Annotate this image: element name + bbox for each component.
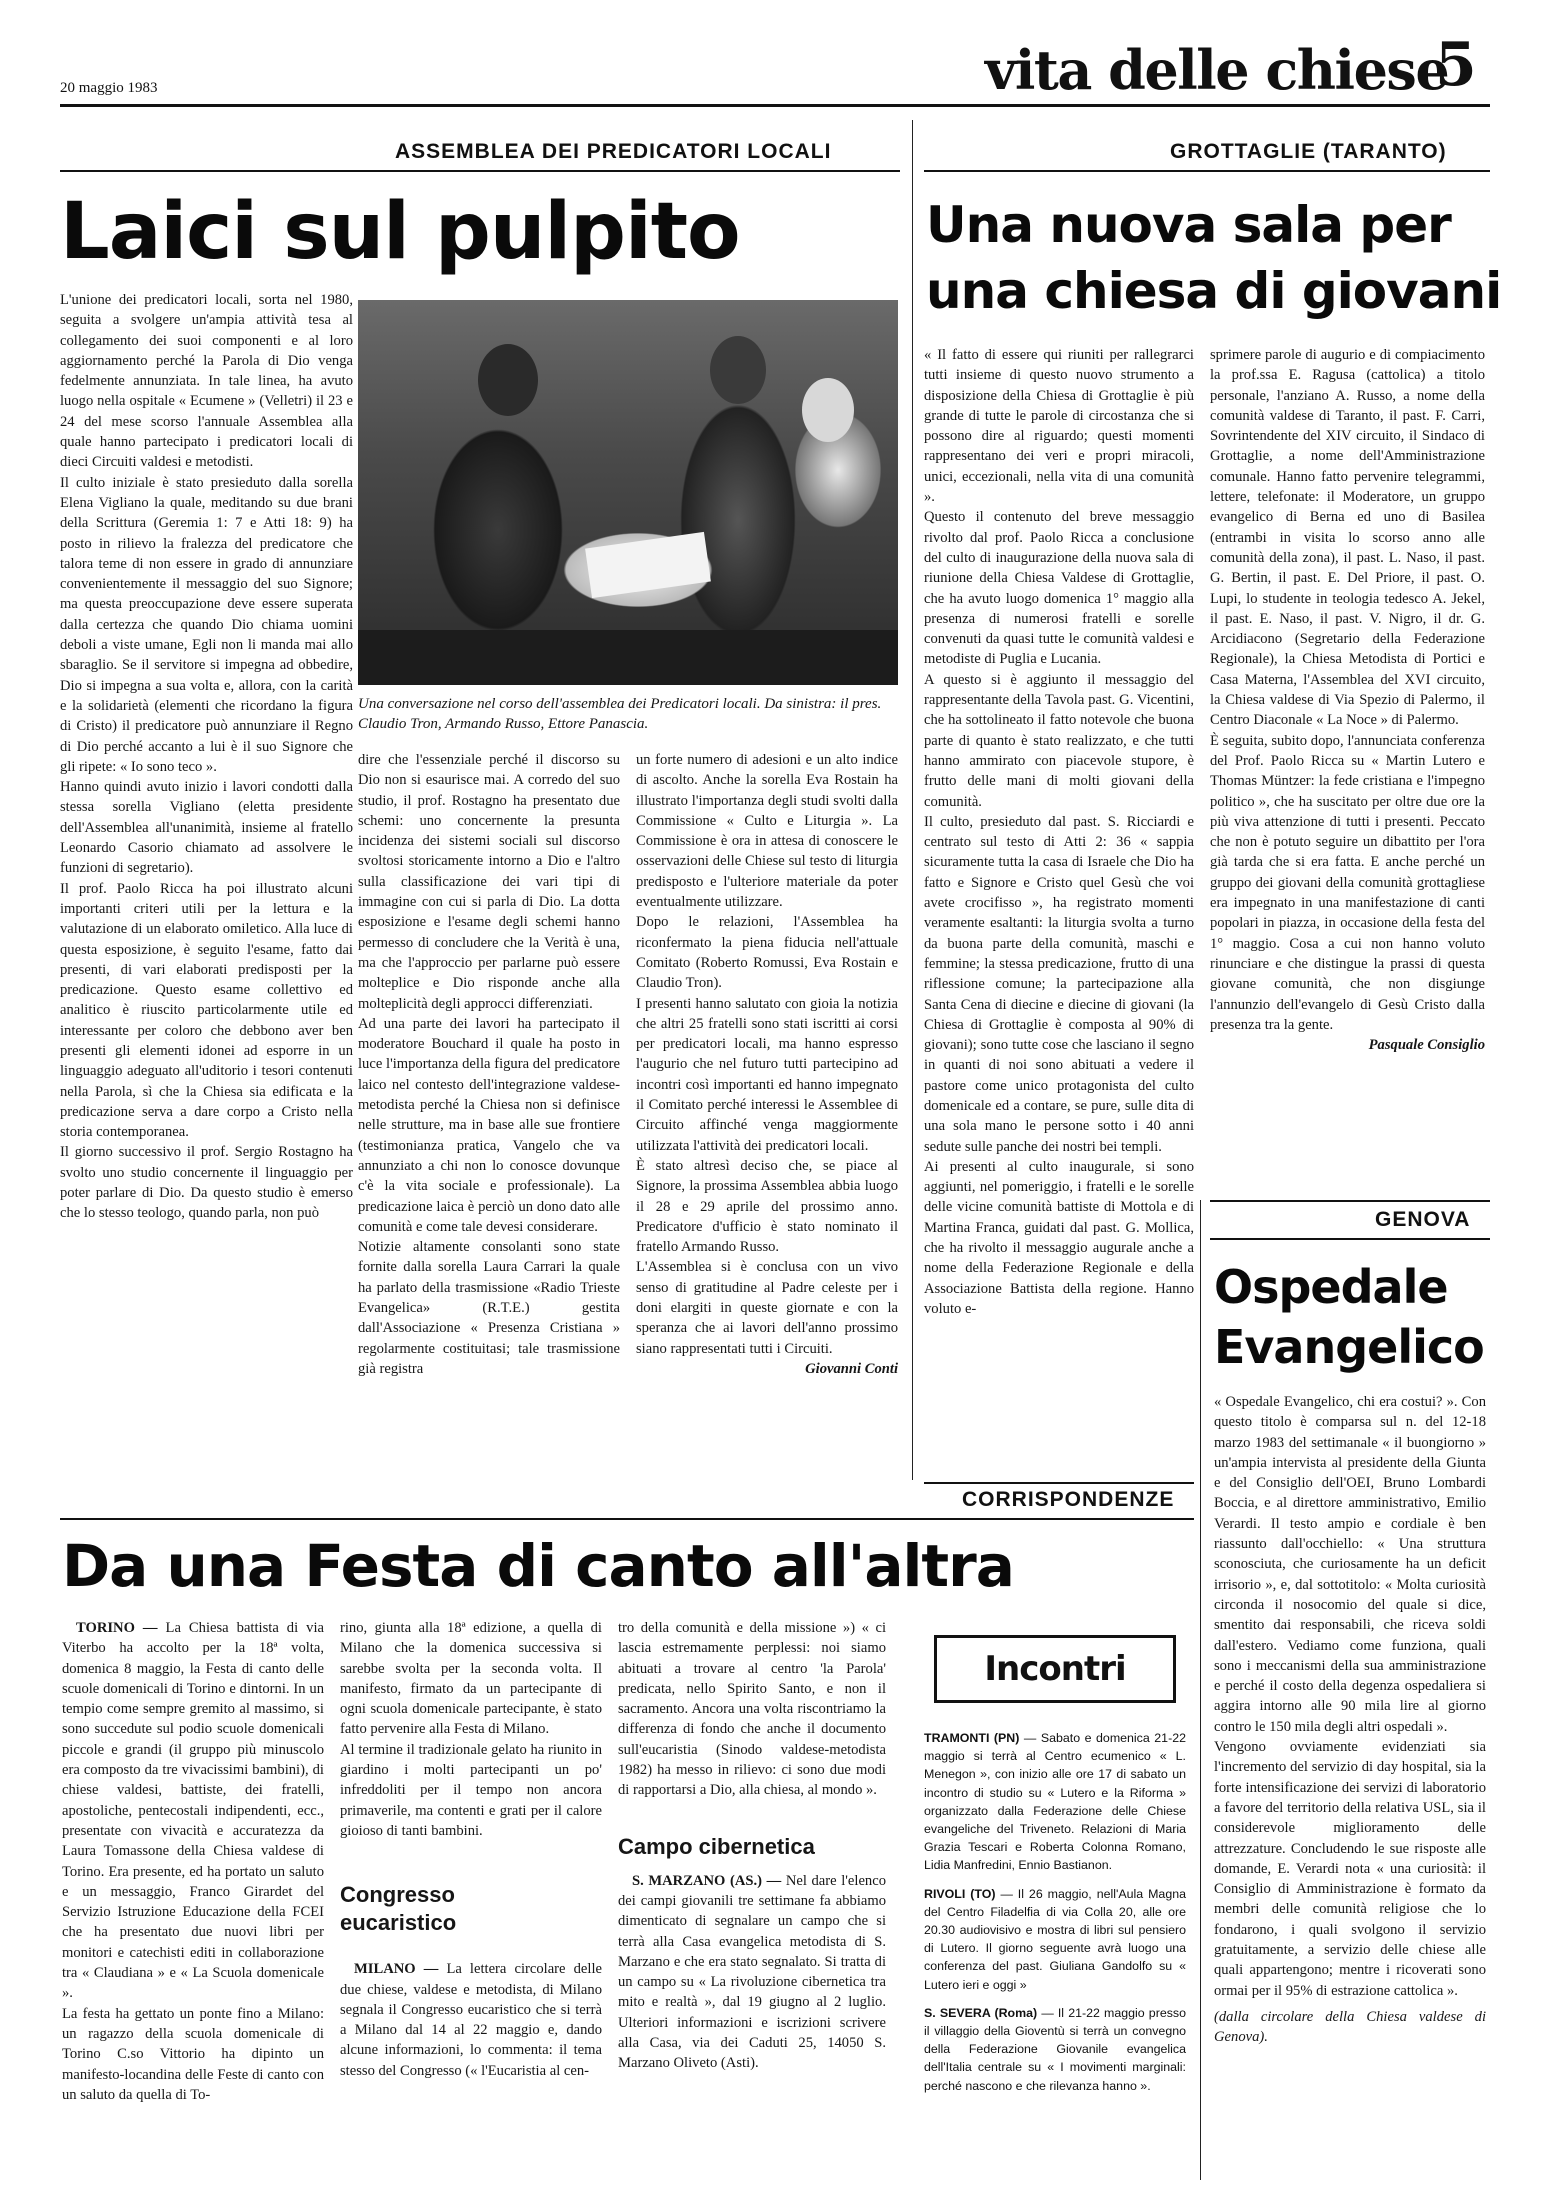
section-title: vita delle chiese xyxy=(985,38,1449,102)
incontri-title-box xyxy=(934,1635,1176,1703)
genova-rule-top xyxy=(1210,1200,1490,1202)
incontri-place: TRAMONTI (PN) xyxy=(924,1731,1020,1745)
congresso-text: La lettera circolare delle due chiese, valdese e metodista, di Milano segnala il Congresso eucaristico che si terrà a Milano dal 14 al 22 maggio e, dando alcune informazioni, lo commenta: il tema stesso del Congresso (« l'Eucaristia al cen- xyxy=(340,1961,602,2079)
laici-col3-text: un forte numero di adesioni e un alto indice di ascolto. Anche la sorella Eva Rostain ha illustrato l'importanza degli studi svolti dalla Commissione « Culto e Liturgia ». La Commissione è ora in attesa di conoscere le osservazioni delle Chiese sul testo di liturgia predisposto e l'ulteriore materiale da poter eventualmente utilizzare. Dopo le relazioni, l'Assemblea ha riconfermato la piena fiducia nell'attuale Comitato (Roberto Romussi, Eva Rostain e Claudio Tron). I presenti hanno salutato con gioia la notizia che altri 25 fratelli sono stati iscritti ai corsi per predicatori locali, ma hanno espresso l'augurio che nel futuro tutti partecipino ad incontri così importanti ed hanno impegnato il Comitato perché interessi le Assemblee di Circuito affinché venga maggiormente utilizzata l'attività dei predicatori locali. È stato altresì deciso che, se piace al Signore, la prossima Assemblea abbia luogo il 28 e 29 aprile del prossimo anno. Predicatore d'ufficio è stato nominato il fratello Armando Russo. L'Assemblea si è conclusa con un vivo senso di gratitudine al Padre celeste per i doni elargiti in queste giornate e con la speranza che ai lavori dell'anno prossimo siano rappresentati tutti i Circuiti. xyxy=(636,752,898,1357)
incontri-text: — Sabato e domenica 21-22 maggio si terrà al Centro ecumenico « L. Menegon », con inizio alle ore 17 di sabato un incontro di studio su « Lutero e la Riforma » organizzato dalla Federazione delle Chiese evangeliche del Triveneto. Relazioni di Maria Grazia Tescari e Roberta Colonna Romano, Lidia Manfredini, Ennio Bastianon. xyxy=(924,1731,1186,1873)
genova-body xyxy=(1214,1392,1486,2048)
incontri-title: Incontri xyxy=(984,1649,1126,1689)
dateline-torino: TORINO — xyxy=(76,1620,158,1636)
dateline-milano: MILANO — xyxy=(354,1961,439,1978)
incontri-text: — Il 21-22 maggio presso il villaggio della Gioventù si terrà un convegno della Federazione Giovanile evangelica dell'Italia centrale su « I movimenti marginali: perché nascono e che rilevanza hanno ». xyxy=(924,2005,1186,2093)
incontri-item xyxy=(924,1729,1186,1875)
laici-col2-text: dire che l'essenziale perché il discorso su Dio non si esaurisce mai. A corredo del suo studio, il prof. Rostagno ha presentato due schemi: uno concernente la presunta incidenza dei sistemi sociali sul discorso svoltosi storicamente intorno a Dio e l'altro sulla classificazione dei vari tipi di immagine con cui si parla di Dio. La dotta esposizione e l'esame degli schemi hanno permesso di concludere che la Verità è una, ma che l'approccio per parlarne può essere molteplice e Dio risponde anche alla molteplicità degli approcci differenziati. Ad una parte dei lavori ha partecipato il moderatore Bouchard il quale ha posto in luce l'importanza della figura del predicatore laico nel contesto dell'integrazione valdese-metodista perché la Chiesa non si definisce nelle strutture, ma in base alle sue frontiere (testimonianza pratica, Vangelo che va annunziato a chi non lo conosce dovunque c'è la vita sociale e professionale). La predicazione laica è perciò un dono dato alle comunità e come tale devesi considerare. Notizie altamente consolanti sono state fornite dalla sorella Laura Carrari la quale ha parlato della trasmissione «Radio Trieste Evangelica» (R.T.E.) gestita dall'Associazione « Presenza Cristiana » regolarmente costituitasi; tale trasmissione già registra xyxy=(358,752,620,1377)
festa-col3-text: tro della comunità e della missione ») « ci lascia estremamente perplessi: noi siamo abituati a trovare al centro 'la Parola' predicata, nello Spirito Santo, e non il sacramento. Ancora una volta riscontriamo la differenza di fondo che anche il documento sull'eucaristia (Sinodo valdese-metodista 1982) ha messo in rilievo: ci sono due modi di rapportarsi a Dio, alla chiesa, al mondo ». xyxy=(618,1620,886,1799)
laici-col1-text: L'unione dei predicatori locali, sorta nel 1980, seguita a svolgere un'ampia attività tesa al collegamento dei suoi componenti e al loro aggiornamento perché la Parola di Dio venga fedelmente annunziata. In tale linea, ha avuto luogo nella ospitale « Ecumene » (Velletri) il 23 e 24 del mese scorso l'annuale Assemblea alla quale hanno partecipato i predicatori locali di dieci Circuiti valdesi e metodisti. Il culto iniziale è stato presieduto dalla sorella Elena Vigliano la quale, meditando su due brani della Scrittura (Geremia 1: 7 e Atti 18: 9) ha posto in rilievo la fralezza del predicatore che talora teme di non essere in grado di annunziare convenientemente il messaggio del suo Signore; ma questa preoccupazione deve essere superata dalla certezza che quando Dio chiama uomini deboli a viste umane, Egli non li manda mai allo sbaraglio. Se il servitore si impegna ad obbedire, Dio si impegna a sua volta e, allora, con la carità e la solidarietà (elementi che ricordano la figura di Cristo) il predicatore può annunziare il Regno di Dio perché accanto a lui è il suo Signore che gli ripete: « Io sono teco ». Hanno quindi avuto inizio i lavori condotti dalla stessa sorella Vigliano (eletta presidente dell'Assemblea all'unanimità, insieme al fratello Leonardo Casorio chiamato ad assolvere le funzioni di segretario). Il prof. Paolo Ricca ha poi illustrato alcuni importanti criteri utili per la lettura e la valutazione di un elaborato omiletico. Alla luce di questa esposizione, è seguito l'esame, fatto dai presenti, di vari elaborati predisposti per la predicazione. Questo esame collettivo ed analitico è riuscito particolarmente utile ed interessante per coloro che debbono aver ben presenti gli elementi idonei ad esporre in un linguaggio adeguato all'uditorio i tesori contenuti nella Parola, sì che la Chiesa sia edificata e la predicazione serva a dare corpo a Cristo nella storia contemporanea. Il giorno successivo il prof. Sergio Rostagno ha svolto uno studio concernente il linguaggio per poter parlare di Dio. Da questo studio è emerso che lo stesso teologo, quando parla, non può xyxy=(60,292,353,1222)
headline-festa: Da una Festa di canto all'altra xyxy=(62,1532,1014,1600)
laici-col2 xyxy=(358,750,620,1379)
kicker-grottaglie: GROTTAGLIE (TARANTO) xyxy=(1170,140,1447,163)
grottaglie-col1-text: « Il fatto di essere qui riuniti per rallegrarci tutti insieme di questo nuovo strumento a disposizione della Chiesa di Grottaglie è più grande di tutte le parole di circostanza che si possono dire al riguardo; questi momenti rappresentano dei veri e propri miracoli, unici, eccezionali, nella vita di una comunità ». Questo il contenuto del breve messaggio rivolto dal prof. Paolo Ricca a conclusione del culto di inaugurazione della nuova sala di riunione della Chiesa Valdese di Grottaglie, che ha avuto luogo domenica 1° maggio alla presenza di numerosi fratelli e sorelle convenuti da quasi tutte le comunità valdesi e metodiste di Puglia e Lucania. A questo si è aggiunto il messaggio del rappresentante della Tavola past. G. Vicentini, che ha sottolineato il fatto notevole che buona parte di quanto è stato realizzato, e che tutti hanno ammirato con piacevole stupore, è frutto delle mani di molti giovani della comunità. Il culto, presieduto dal past. S. Ricciardi e centrato sul testo di Atti 2: 36 « sappia sicuramente tutta la casa di Israele che Dio ha fatto e Signore e Cristo quel Gesù che voi avete crocifisso », ha registrato momenti veramente esaltanti: la liturgia svolta a turno da buona parte della comunità, maschi e femmine; la stessa predicazione, frutto di una riflessione comune; la partecipazione alla Santa Cena di diecine e diecine di giovani (la Chiesa di Grottaglie è composta al 90% di giovani); sono tutte cose che lasciano il segno in quanti di noi sono abituati a vedere il pastore come unico protagonista del culto domenicale ed a contare, se pure, sulle dita di una sola mano le persone sotto i 40 anni sedute sulle panche dei nostri bei templi. Ai presenti al culto inaugurale, si sono aggiunti, nel pomeriggio, i fratelli e le sorelle delle vicine comunità battiste di Mottola e di Martina Franca, guidati dal past. G. Mollica, che ha rivolto il messaggio augurale anche a nome della Federazione Regionale e della Associazione Battista della regione. Hanno voluto e- xyxy=(924,347,1194,1317)
festa-col1-text: La Chiesa battista di via Viterbo ha accolto per la 18ª volta, domenica 8 maggio, la Festa di canto delle scuole domenicali di Torino e dintorni. In un tempio come sempre gremito al massimo, si sono succedute sul podio scuole domenicali piccole e grandi (il gruppo più minuscolo era composto da tre vivacissimi bambini), di chiese valdesi, battiste, dei fratelli, apostoliche, pentecostali indipendenti, ecc., presentate con vivacità e accuratezza da Laura Tomassone della Chiesa valdese di Torino. Era presente, ed ha portato un saluto e un messaggio, Franco Girardet del Servizio Istruzione Educazione della FCEI che ha presentato due nuovi libri per monitori e catechisti editi in collaborazione tra « Claudiana » e « La Scuola domenicale ». La festa ha gettato un ponte fino a Milano: un ragazzo della scuola domenicale di Torino C.so Vittorio ha dipinto un manifesto-locandina delle Feste di canto con un saluto da quella di To- xyxy=(62,1620,324,2103)
photo-figures xyxy=(358,300,898,685)
incontri-item xyxy=(924,1885,1186,1994)
kicker-genova: GENOVA xyxy=(1375,1208,1471,1231)
laici-col3 xyxy=(636,750,898,1379)
genova-body-text: « Ospedale Evangelico, chi era costui? ». Con questo titolo è comparsa sul n. del 12-18 marzo 1983 del settimanale « il buongiorno » un'ampia intervista al presidente della Giunta e del Consiglio dell'OEI, Bruno Lombardi Boccia, e al direttore amministrativo, Emilio Verardi. Il testo ampio e cordiale è ben riassunto dall'occhiello: « Una struttura sconosciuta, che curiosamente ha un deficit irrisorio », e, dal sottotitolo: « Molta curiosità circonda il nosocomio del quale si dice, smentito dai responsabili, che riceva soldi dall'estero. Vediamo come funziona, quali sono i meccanismi della sua amministrazione e perché il costo della degenza ospedaliera si aggira intorno alle 90 mila lire al giorno contro le 150 mila degli altri ospedali ». Vengono ovviamente evidenziati sia l'incremento del servizio di day hospital, sia la forte intensificazione dei servizi di laboratorio a favore del territorio della relativa USL, sia il considerevole miglioramento delle attrezzature. Concludendo le sue risposte alle domande, E. Verardi nota « una curiosità: il Consiglio di Amministrazione è formato da membri delle comunità religiose che lo fondarono, i quali svolgono il servizio gratuitamente, a servizio delle chiese alle quali appartengono; mentre i ricoverati sono ormai per il 95% di estrazione cattolica ». xyxy=(1214,1394,1486,1999)
kicker-rule-left xyxy=(60,170,900,172)
assembly-photo xyxy=(358,300,898,685)
festa-col2 xyxy=(340,1618,602,2081)
header-rule xyxy=(60,104,1490,107)
signature-conti: Giovanni Conti xyxy=(805,1360,898,1377)
headline-grottaglie-1: Una nuova sala per xyxy=(926,196,1451,254)
kicker-rule-right xyxy=(924,170,1490,172)
dateline-marzano: S. MARZANO (AS.) — xyxy=(632,1872,782,1889)
congresso-title-1: Congresso xyxy=(340,1882,455,1908)
incontri-place: RIVOLI (TO) xyxy=(924,1886,996,1901)
campo-text: Nel dare l'elenco dei campi giovanili tre settimane fa abbiamo dimenticato di segnalare un campo che si terrà alla Casa evangelica metodista di S. Marzano e che era stato segnalato. Si tratta di un campo su « La rivoluzione cibernetica tra mito e realtà », dal 19 giugno al 2 luglio. Ulteriori informazioni e iscrizioni scrivere alla Casa, via dei Caduti 25, 14050 S. Marzano Oliveto (Asti). xyxy=(618,1872,886,2072)
congresso-title-2: eucaristico xyxy=(340,1910,457,1936)
incontri-list xyxy=(924,1729,1186,2095)
genova-source: (dalla circolare della Chiesa valdese di Genova). xyxy=(1214,2008,1486,2046)
kicker-corrispondenze: CORRISPONDENZE xyxy=(962,1488,1175,1511)
headline-grottaglie-2: una chiesa di giovani xyxy=(926,262,1502,320)
grottaglie-col1 xyxy=(924,345,1194,1319)
campo-title: Campo cibernetica xyxy=(618,1833,815,1859)
festa-col1 xyxy=(62,1618,324,2105)
incontri-box xyxy=(924,1635,1186,2105)
congresso-body xyxy=(340,1959,602,2081)
grottaglie-col2-text: sprimere parole di augurio e di compiacimento la prof.ssa E. Ragusa (cattolica) a titolo personale, l'anziano A. Russo, a nome della comunità valdese di Taranto, il past. F. Carri, Sovrintendente del XIV circuito, il Sindaco di Grottaglie, a nome dell'Amministrazione comunale. Hanno fatto pervenire telegrammi, lettere, telefonate: il Moderatore, un gruppo evangelico di Berna ed uno di Basilea (entrambi in visita lo scorso anno alle comunità della zona), il past. L. Naso, il past. G. Bertin, il past. E. Del Priore, il past. O. Lupi, lo studente in teologia tedesco A. Jekel, il past. E. Naso, il past. V. Nigro, il dr. G. Arcidiacono (Segretario della Federazione Regionale), la Chiesa Metodista di Portici e Casa Materna, l'Assemblea del XVI circuito, la Chiesa valdese di Via Spezio di Palermo, il Centro Diaconale « La Noce » di Palermo. È seguita, subito dopo, l'annunciata conferenza del Prof. Paolo Ricca su « Martin Lutero e Thomas Müntzer: la fede cristiana e l'impegno politico », che ha suscitato per oltre due ore la più viva attenzione di tutti i presenti. Peccato che non è potuto seguire un dibattito per l'ora già tarda che si era fatta. E anche perché un gruppo dei giovani della comunità grottagliese era impegnato in una manifestazione di canti popolari in piazza, in occasione della festa del 1° maggio. Cosa a cui non hanno voluto rinunciare e che distingue la prassi di questa giovane comunità, che non disgiunge l'annunzio dell'evangelo di Gesù Cristo dalla presenza tra la gente. xyxy=(1210,347,1485,1033)
issue-date: 20 maggio 1983 xyxy=(60,80,158,96)
incontri-item xyxy=(924,2004,1186,2095)
corrispondenze-rule-top xyxy=(924,1482,1194,1484)
headline-genova-2: Evangelico xyxy=(1214,1320,1484,1374)
column-divider-main xyxy=(912,120,913,1480)
photo-caption: Una conversazione nel corso dell'assemblea dei Predicatori locali. Da sinistra: il pres. Claudio Tron, Armando Russo, Ettore Panascia. xyxy=(358,696,882,732)
column-divider-genova xyxy=(1200,1200,1201,2180)
campo-body xyxy=(618,1871,886,2074)
incontri-place: S. SEVERA (Roma) xyxy=(924,2005,1038,2020)
grottaglie-col2 xyxy=(1210,345,1485,1055)
festa-rule-top xyxy=(60,1518,1194,1520)
signature-consiglio: Pasquale Consiglio xyxy=(1368,1037,1485,1054)
headline-laici: Laici sul pulpito xyxy=(60,187,740,277)
headline-genova-1: Ospedale xyxy=(1214,1260,1448,1314)
genova-rule-bottom xyxy=(1210,1238,1490,1240)
festa-col3 xyxy=(618,1618,886,2074)
page-number: 5 xyxy=(1435,30,1477,100)
festa-col1-body xyxy=(62,1618,324,2105)
festa-col2-text: rino, giunta alla 18ª edizione, a quella di Milano che la domenica successiva si sarebbe svolta per la seconda volta. Il manifesto, firmato da un partecipante di ogni scuola domenicale partecipante, è stato fatto pervenire alla Festa di Milano. Al termine il tradizionale gelato ha riunito in giardino i molti partecipanti un po' infreddoliti per il tempo non ancora primaverile, ma contenti e grati per il calore gioioso di tanti bambini. xyxy=(340,1620,602,1839)
laici-col1 xyxy=(60,290,353,1224)
incontri-text: — Il 26 maggio, nell'Aula Magna del Centro Filadelfia di via Colla 20, alle ore 20.30 audiovisivo e mostra di libri sul pensiero di Lutero. Il giorno seguente avrà luogo una conferenza del past. Giuliana Gandolfo su « Lutero ieri e oggi » xyxy=(924,1886,1186,1992)
kicker-assemblea: ASSEMBLEA DEI PREDICATORI LOCALI xyxy=(395,140,832,163)
